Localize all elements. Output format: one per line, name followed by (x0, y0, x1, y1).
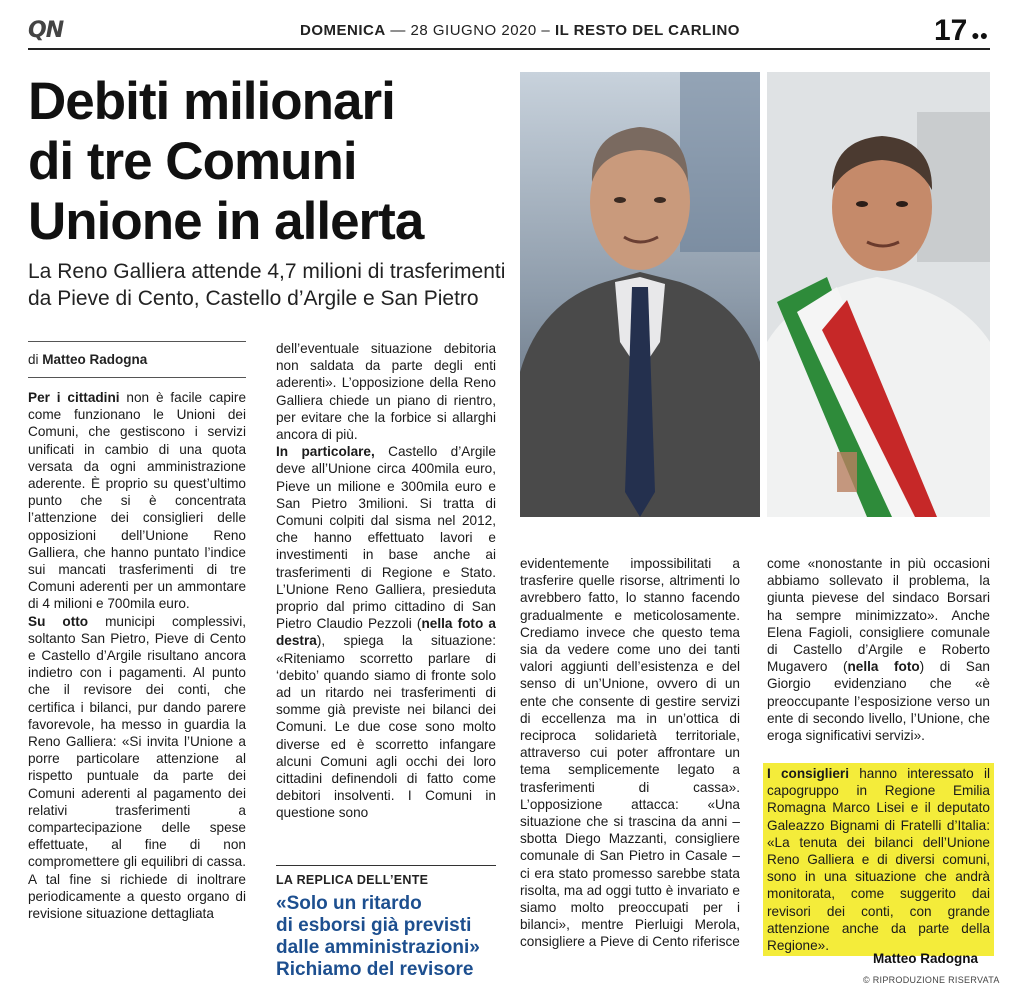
paragraph: evidentemente impossibilitati a trasferire quelle risorse, altrimenti lo avrebbero fatto, lo stanno facendo gradualmente e meticolosamente. Crediamo invece che questo tema sia da vedere come uno dei tanti valori aggiunti dell’esistenza e del senso di un’Unione, ovvero di un ente che consente di gestire servizi di eccellenza ma in un’ottica di reciproca solidarietà territoriale, attraverso cui poter affrontare un tema semplicemente legato a trasferimenti di cassa». L’opposizione attacca: «Una situazione che si trascina da anni – sbotta Diego Mazzanti, consigliere comunale di San Pietro in Casale – ci era stato promesso sarebbe stata risolta, ma ad oggi tutto è invariato e siamo molto preoccupati per i bilanci», mentre Pierluigi Merola, consigliere a Pieve di Cento riferisce (520, 556, 740, 950)
photo-reference: nella foto (847, 659, 920, 675)
masthead (300, 22, 740, 39)
sidebar-kicker: LA REPLICA DELL’ENTE (276, 873, 429, 887)
lead-in: I consiglieri (767, 766, 849, 781)
paragraph (28, 389, 246, 613)
lead-in: Su otto (28, 613, 89, 629)
lead-in: Per i cittadini (28, 390, 120, 405)
masthead-newspaper: IL RESTO DEL CARLINO (554, 22, 740, 39)
photo-roberto-mugavero (767, 72, 990, 517)
masthead-date: 28 GIUGNO 2020 (410, 22, 537, 39)
paragraph: dell’eventuale situazione debitoria non saldata da parte degli enti aderenti». L’opposizione della Reno Galliera chiede un piano di rientro, per evitare che la forbice si allarghi ancora di più. (276, 341, 496, 443)
byline-prefix: di (28, 352, 39, 367)
paragraph (767, 765, 990, 954)
subhead-line-1: La Reno Galliera attende 4,7 milioni di trasferimenti (28, 260, 506, 283)
paragraph-text: come «nonostante in più occasioni abbiamo sollevato il problema, la giunta pievese del sindaco Borsari ha sempre minimizzato». Anche Elena Fagioli, consigliere comunale di Castello d’Argile e Roberto Mugavero ( (767, 556, 990, 675)
paragraph-text: hanno interessato il capogruppo in Regione Emilia Romagna Marco Lisei e il deputato Galeazzo Bignami di Fratelli d’Italia: «La tenuta dei bilanci dell’Unione Reno Galliera e di diversi comuni, sono in una situazione che andrà monitorata, come suggerito dai revisori dei conti, con grande attenzione anche da parte della Regione». (767, 766, 991, 954)
article-column-1 (28, 389, 246, 922)
header-rule (28, 48, 990, 50)
paragraph-text: municipi complessivi, soltanto San Pietro, Pieve di Cento e Castello d’Argile risultano ancora indietro con i pagamenti. Al punto che il revisore dei conti, che certifica i bilanci, pur dando parere favorevole, ha messo in guardia la Reno Galliera: «Si invita l’Unione a porre particolare attenzione al rispetto puntuale da parte dei Comuni aderenti al pagamento dei relativi trasferimenti a compartecipazione delle spese effettuate, al fine di non compromettere gli equilibri di cassa. A tal fine si richiede di inoltrare periodicamente a questo organo di revisione situazione dettagliata (28, 613, 246, 922)
byline-rule-top (28, 341, 246, 342)
paragraph-text: Castello d’Argile deve all’Unione circa 400mila euro, Pieve un milione e 300mila euro e San Pietro 3milioni. Si tratta di Comuni colpiti dal sisma nel 2012, che hanno effettuato lavori e investimenti in base anche ai trasferimenti di Regione e Stato. L’Unione Reno Galliera, presieduta proprio dal primo cittadino di San Pietro Claudio Pezzoli ( (276, 444, 496, 632)
masthead-dash-2: – (541, 22, 555, 39)
portrait-illustration (767, 72, 990, 517)
photo-reference: nella foto a destra (276, 616, 496, 649)
portrait-illustration (520, 72, 760, 517)
page-number: 17 ●● (934, 14, 989, 47)
article-column-3 (520, 555, 740, 951)
highlighted-paragraph (763, 763, 994, 956)
photo-claudio-pezzoli (520, 72, 760, 517)
byline-rule-bottom (28, 377, 246, 378)
masthead-day: DOMENICA (300, 22, 386, 39)
paragraph (767, 555, 990, 744)
byline-author: Matteo Radogna (42, 352, 148, 367)
sidebar-title-line: «Solo un ritardo (276, 893, 422, 914)
article-column-4 (767, 555, 990, 744)
subhead-line-2: da Pieve di Cento, Castello d’Argile e San Pietro (28, 287, 479, 310)
paragraph-text: ), spiega la situazione: «Riteniamo scorretto parlare di ‘debito’ quando siamo di fronte solo ad un ritardo nei trasferimenti di somme già previste nei bilanci dei Comuni. Le due cose sono molto diverse ed è scorretto infangare alcuni Comuni agli occhi dei loro cittadini definendoli di fatto come debitori insolventi. I Comuni in questione sono (276, 633, 496, 821)
sidebar-title (276, 893, 498, 981)
article-column-2 (276, 340, 496, 822)
headline-line-3: Unione in allerta (28, 192, 424, 251)
subhead (28, 258, 508, 312)
paragraph-text: ) di San Giorgio evidenziano che «è preoccupante l’esposizione verso un ente di secondo livello, l’Unione, che eroga significativi servizi». (767, 659, 990, 744)
sidebar-title-line: Richiamo del revisore (276, 959, 474, 980)
lead-in: In particolare, (276, 444, 375, 460)
headline-line-2: di tre Comuni (28, 132, 357, 191)
paragraph (276, 443, 496, 821)
headline (28, 72, 508, 252)
byline (28, 352, 147, 367)
signature: Matteo Radogna (873, 951, 979, 966)
paragraph (28, 613, 246, 923)
paragraph-text: non è facile capire come funzionano le Unioni dei Comuni, che gestiscono i servizi unificati in cambio di una quota versata da ogni amministrazione aderente. È proprio su quest’ultimo punto che si è concentrata l’attenzione dei consiglieri delle opposizioni dell’Unione Reno Galliera, che hanno puntato l’indice sui mancati trasferimenti di tre Comuni aderenti per un ammontare di 4 milioni e 700mila euro. (28, 390, 247, 612)
sidebar-title-line: di esborsi già previsti (276, 915, 472, 936)
sidebar-rule (276, 865, 496, 866)
copyright-notice: © RIPRODUZIONE RISERVATA (863, 975, 1000, 985)
masthead-dash-1: — (390, 22, 411, 39)
sidebar-title-line: dalle amministrazioni» (276, 937, 480, 958)
headline-line-1: Debiti milionari (28, 72, 395, 131)
newspaper-logo: QN (28, 18, 64, 43)
